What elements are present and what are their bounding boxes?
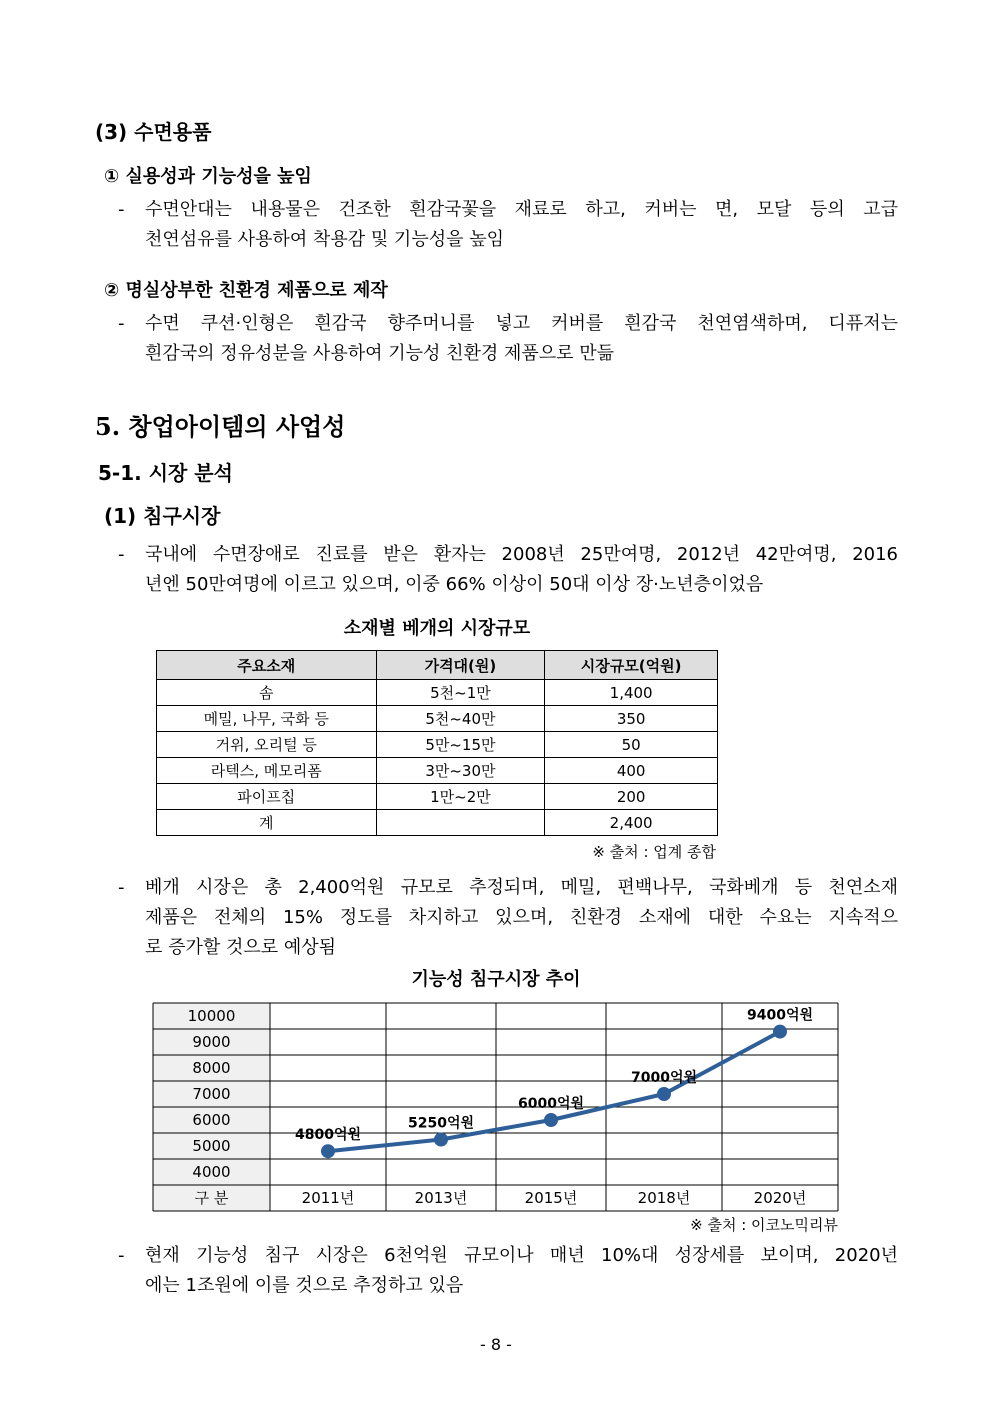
data-label: 6000억원 [517,1096,585,1112]
table-cell: 2,400 [545,810,718,836]
chart-source: ※ 출처 : 이코노믹리뷰 [690,1216,838,1234]
paragraph [118,195,898,255]
y-tick-label: 6000 [192,1111,231,1129]
table-row [157,680,718,706]
table-cell: 400 [545,758,718,784]
column-header: 주요소재 [157,651,377,680]
paragraph-line: 제품은 전체의 15% 정도를 차지하고 있으며, 친환경 소재에 대한 수요는 지속적으 [145,907,898,928]
data-label: 5250억원 [407,1115,475,1132]
section-title: 5-1. 시장 분석 [98,461,233,485]
data-point [544,1113,558,1127]
y-tick-label: 5000 [192,1137,231,1155]
paragraph [118,1241,898,1301]
column-header: 시장규모(억원) [545,651,718,680]
table-header-row [157,651,718,680]
x-tick-label: 2018년 [637,1189,691,1207]
y-tick-label: 9000 [192,1033,231,1051]
table-cell: 메밀, 나무, 국화 등 [157,706,377,732]
market-size-table [156,650,718,836]
paragraph [118,309,898,369]
paragraph-line: 에는 1조원에 이를 것으로 추정하고 있음 [145,1275,464,1296]
paragraph-line: 수면 쿠션·인형은 흰감국 향주머니를 넣고 커버를 흰감국 천연염색하며, 디퓨저는 [145,313,898,334]
table-cell: 거위, 오리털 등 [157,732,377,758]
paragraph-line: 년엔 50만여명에 이르고 있으며, 이중 66% 이상이 50대 이상 장·노년층이었음 [145,574,764,595]
table-total-row [157,810,718,836]
x-tick-label: 2015년 [524,1189,578,1207]
dash: - [118,199,125,220]
data-point [657,1087,671,1101]
x-tick-label: 2011년 [301,1189,355,1207]
paragraph-line: 현재 기능성 침구 시장은 6천억원 규모이나 매년 10%대 성장세를 보이며, 2020년 [145,1245,898,1266]
paragraph-line: 국내에 수면장애로 진료를 받은 환자는 2008년 25만여명, 2012년 42만여명, 2016 [145,544,898,565]
table-cell: 5천~1만 [376,680,545,706]
table-row [157,758,718,784]
data-point [773,1025,787,1039]
data-point [321,1144,335,1158]
table-cell: 솜 [157,680,377,706]
y-tick-label: 4000 [192,1163,231,1181]
paragraph-line: 수면안대는 내용물은 건조한 흰감국꽃을 재료로 하고, 커버는 면, 모달 등의 고급 [145,199,898,220]
table-cell: 라텍스, 메모리폼 [157,758,377,784]
table-row [157,732,718,758]
table-cell: 50 [545,732,718,758]
chapter-title: 5. 창업아이템의 사업성 [95,412,346,441]
data-label: 9400억원 [746,1007,814,1024]
table-cell: 200 [545,784,718,810]
item-title: ① 실용성과 기능성을 높임 [104,166,312,187]
table-row [157,784,718,810]
table-source: ※ 출처 : 업계 종합 [592,843,716,861]
subsection-title: (1) 침구시장 [104,504,221,528]
market-trend-chart [150,1000,842,1216]
table-row [157,706,718,732]
section-heading: (3) 수면용품 [95,120,212,144]
table-cell: 350 [545,706,718,732]
table-cell: 1,400 [545,680,718,706]
paragraph-line: 천연섬유를 사용하여 착용감 및 기능성을 높임 [145,229,504,250]
dash: - [118,544,125,565]
data-label: 7000억원 [630,1070,698,1086]
table-cell: 계 [157,810,377,836]
dash: - [118,313,125,334]
paragraph [118,540,898,600]
page-number: - 8 - [480,1335,512,1354]
data-point [434,1133,448,1147]
dash: - [118,877,125,898]
y-tick-label: 7000 [192,1085,231,1103]
dash: - [118,1245,125,1266]
paragraph-line: 로 증가할 것으로 예상됨 [145,937,337,958]
table-cell: 5만~15만 [376,732,545,758]
chart-title: 기능성 침구시장 추이 [411,969,581,990]
column-header: 가격대(원) [376,651,545,680]
paragraph-line: 흰감국의 정유성분을 사용하여 기능성 친환경 제품으로 만듦 [145,343,615,364]
data-label: 4800억원 [294,1127,362,1144]
table-cell: 1만~2만 [376,784,545,810]
y-tick-label: 8000 [192,1059,231,1077]
table-cell: 5천~40만 [376,706,545,732]
x-tick-label: 2013년 [414,1189,468,1207]
x-header-label: 구 분 [194,1189,229,1207]
y-tick-label: 10000 [187,1007,236,1025]
table-cell: 3만~30만 [376,758,545,784]
x-tick-label: 2020년 [753,1189,807,1207]
table-cell [376,810,545,836]
paragraph [118,873,898,963]
item-title: ② 명실상부한 친환경 제품으로 제작 [104,280,388,301]
table-cell: 파이프칩 [157,784,377,810]
table-caption: 소재별 베개의 시장규모 [343,618,531,639]
paragraph-line: 베개 시장은 총 2,400억원 규모로 추정되며, 메밀, 편백나무, 국화베개 등 천연소재 [145,877,898,898]
